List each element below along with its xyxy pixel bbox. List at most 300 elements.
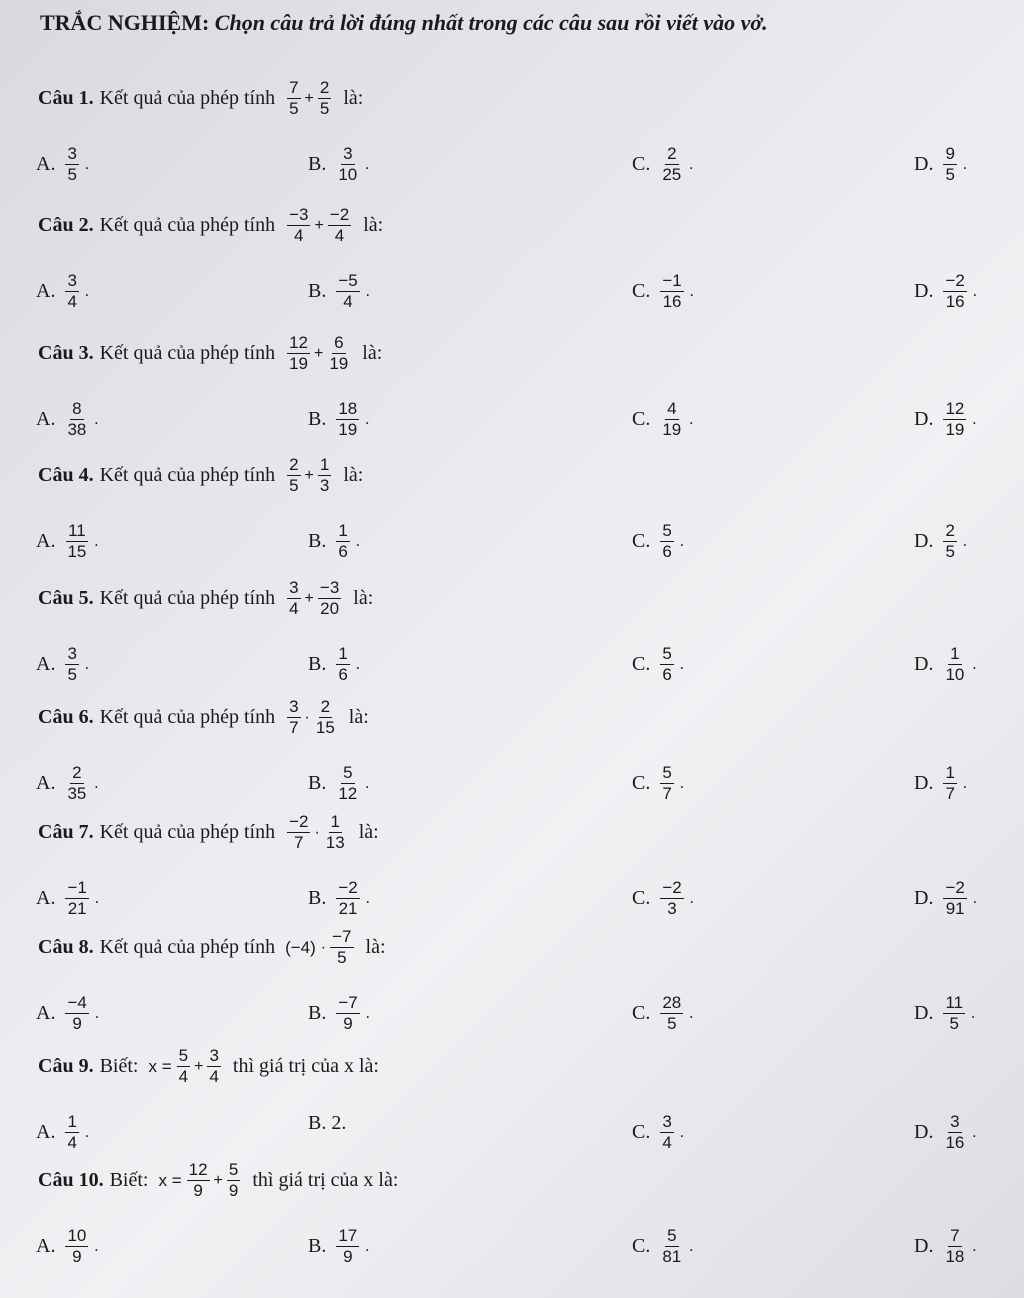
math-expression: [285, 697, 339, 738]
option-label: D.: [914, 530, 934, 552]
fraction: [187, 1160, 210, 1201]
question-10: [0, 1160, 1024, 1280]
period: .: [355, 532, 360, 550]
fraction-numerator: 3: [67, 644, 77, 663]
fraction-numerator: 7: [950, 1226, 960, 1245]
period: .: [679, 774, 684, 792]
fraction-numerator: 1: [338, 644, 348, 663]
fraction-denominator: 9: [72, 1014, 82, 1033]
fraction: [287, 697, 300, 738]
fraction-denominator: 5: [289, 476, 299, 495]
fraction: [660, 763, 673, 804]
stem-suffix: là:: [362, 342, 383, 364]
period: .: [365, 774, 370, 792]
fraction-denominator: 4: [294, 226, 304, 245]
fraction-denominator: 4: [334, 226, 345, 245]
fraction-denominator: 5: [337, 948, 347, 967]
question-6: [0, 697, 1024, 817]
fraction: [336, 878, 359, 919]
math-expression: [285, 455, 333, 496]
fraction-numerator: 3: [289, 578, 299, 597]
option-label: C.: [632, 280, 651, 302]
operator: ·: [314, 823, 320, 841]
fraction-numerator: 5: [667, 1226, 677, 1245]
answer-option: [36, 878, 99, 919]
period: .: [971, 1004, 976, 1022]
period: .: [84, 655, 89, 673]
stem-suffix: thì giá trị của x là:: [252, 1169, 399, 1191]
stem-suffix: là:: [353, 587, 374, 609]
operator: ·: [320, 938, 327, 956]
fraction: [287, 578, 300, 619]
option-label: C.: [632, 1121, 651, 1143]
option-label: B.: [308, 530, 327, 552]
option-label: A.: [36, 1121, 56, 1143]
fraction: [207, 1046, 220, 1087]
math-expression: [285, 927, 355, 968]
question-stem: [38, 1046, 379, 1087]
fraction-numerator: −2: [945, 878, 965, 897]
operator: +: [314, 344, 324, 362]
fraction-denominator: 5: [319, 99, 330, 118]
fraction-denominator: 19: [338, 420, 358, 439]
fraction: [336, 144, 359, 185]
operator: +: [194, 1057, 204, 1075]
period: .: [365, 155, 370, 173]
answer-option: [632, 399, 693, 440]
fraction-denominator: 7: [294, 833, 304, 852]
question-number: Câu 9.: [38, 1055, 94, 1077]
fraction-numerator: −3: [319, 578, 340, 597]
period: .: [365, 1237, 370, 1255]
answer-option: [632, 271, 694, 312]
answer-option: [632, 878, 694, 919]
answer-option: [914, 878, 977, 919]
answer-option: [308, 399, 369, 440]
question-number: Câu 4.: [38, 464, 94, 486]
period: .: [84, 155, 89, 173]
option-label: D.: [914, 1002, 934, 1024]
question-stem: [38, 927, 386, 968]
math-expression: [285, 578, 343, 619]
question-stem: [38, 455, 363, 496]
fraction-denominator: 5: [67, 665, 77, 684]
fraction: [943, 1226, 966, 1267]
fraction-numerator: 17: [338, 1226, 358, 1245]
question-8: [0, 927, 1024, 1047]
question-number: Câu 5.: [38, 587, 94, 609]
period: .: [962, 774, 967, 792]
period: .: [689, 1004, 694, 1022]
fraction-denominator: 5: [67, 165, 77, 184]
question-number: Câu 6.: [38, 706, 94, 728]
fraction: [660, 644, 673, 685]
fraction-denominator: 6: [338, 665, 348, 684]
fraction-denominator: 4: [209, 1067, 219, 1086]
fraction-denominator: 13: [325, 833, 345, 852]
fraction: [943, 144, 956, 185]
fraction-denominator: 19: [289, 354, 308, 373]
answer-option: [914, 399, 976, 440]
fraction: [65, 763, 88, 804]
fraction: [660, 521, 673, 562]
fraction-denominator: 21: [67, 899, 87, 918]
fraction: [65, 644, 78, 685]
operator: +: [213, 1171, 223, 1189]
answer-option: [308, 763, 369, 804]
fraction: [318, 578, 341, 619]
fraction: [65, 521, 88, 562]
question-9: [0, 1046, 1024, 1166]
fraction: [336, 644, 349, 685]
fraction-numerator: 8: [72, 399, 82, 418]
header-instruction: Chọn câu trả lời đúng nhất trong các câu sau rồi viết vào vở.: [214, 10, 768, 35]
fraction-numerator: −2: [289, 812, 309, 831]
fraction-denominator: 20: [320, 599, 340, 618]
fraction-denominator: 25: [662, 165, 682, 184]
fraction-denominator: 9: [72, 1247, 82, 1266]
fraction: [324, 812, 347, 853]
stem-text: Kết quả của phép tính: [99, 587, 276, 609]
period: .: [365, 1004, 370, 1022]
option-label: A.: [36, 280, 56, 302]
answer-option: [36, 271, 89, 312]
fraction: [314, 697, 337, 738]
option-label: A.: [36, 772, 56, 794]
option-label: D.: [914, 280, 934, 302]
fraction-denominator: 18: [945, 1247, 965, 1266]
fraction-denominator: 91: [945, 899, 965, 918]
fraction-numerator: 3: [209, 1046, 219, 1065]
answer-option: [914, 271, 977, 312]
fraction-denominator: 7: [289, 718, 299, 737]
stem-text: Biết:: [109, 1169, 149, 1191]
fraction-denominator: 21: [338, 899, 358, 918]
question-stem: [38, 697, 369, 738]
fraction-numerator: 3: [343, 144, 353, 163]
period: .: [679, 655, 684, 673]
option-label: B.: [308, 1002, 327, 1024]
fraction: [660, 144, 683, 185]
fraction-numerator: 1: [950, 644, 960, 663]
fraction-denominator: 9: [343, 1247, 353, 1266]
period: .: [94, 774, 99, 792]
fraction-denominator: 19: [945, 420, 965, 439]
fraction-denominator: 4: [289, 599, 299, 618]
fraction-numerator: 3: [950, 1112, 960, 1131]
option-label: A.: [36, 530, 56, 552]
stem-suffix: là:: [358, 821, 379, 843]
answer-option: [36, 521, 98, 562]
answer-option: [914, 144, 967, 185]
fraction: [660, 1226, 683, 1267]
fraction-denominator: 6: [662, 542, 672, 561]
period: .: [365, 410, 370, 428]
answer-option: [632, 993, 693, 1034]
period: .: [972, 1237, 977, 1255]
fraction-numerator: 3: [67, 271, 77, 290]
fraction: [660, 271, 683, 312]
answer-option: [308, 271, 370, 312]
fraction: [336, 1226, 359, 1267]
period: .: [962, 155, 967, 173]
fraction-numerator: 11: [945, 993, 964, 1012]
period: .: [84, 1123, 89, 1141]
operator: ·: [304, 708, 310, 726]
option-label: B. 2.: [308, 1112, 347, 1134]
expression-text: x =: [148, 1056, 172, 1076]
fraction-denominator: 19: [329, 354, 349, 373]
fraction-numerator: 1: [338, 521, 348, 540]
period: .: [689, 282, 694, 300]
fraction-denominator: 35: [67, 784, 87, 803]
fraction-numerator: 3: [289, 697, 299, 716]
fraction-denominator: 6: [662, 665, 672, 684]
fraction: [65, 1226, 88, 1267]
fraction-denominator: 3: [667, 899, 677, 918]
option-label: A.: [36, 653, 56, 675]
question-number: Câu 8.: [38, 936, 94, 958]
question-7: [0, 812, 1024, 932]
fraction: [336, 521, 349, 562]
fraction-denominator: 5: [945, 542, 955, 561]
math-expression: [285, 78, 333, 119]
option-label: A.: [36, 408, 56, 430]
answer-option: [914, 1112, 976, 1153]
fraction-numerator: 12: [945, 399, 965, 418]
answer-option: [36, 644, 89, 685]
fraction-denominator: 7: [945, 784, 955, 803]
option-label: D.: [914, 887, 934, 909]
fraction-denominator: 4: [662, 1133, 672, 1152]
question-stem: [38, 578, 373, 619]
option-label: B.: [308, 887, 327, 909]
answer-option: [632, 1226, 693, 1267]
fraction: [65, 144, 78, 185]
period: .: [962, 532, 967, 550]
question-5: [0, 578, 1024, 698]
fraction-numerator: 3: [67, 144, 77, 163]
fraction-numerator: 9: [945, 144, 955, 163]
math-expression: [148, 1046, 222, 1087]
fraction: [943, 521, 956, 562]
fraction-numerator: 2: [319, 78, 330, 97]
question-1: [0, 78, 1024, 198]
question-stem: [38, 78, 363, 119]
option-label: B.: [308, 280, 327, 302]
fraction-numerator: 2: [289, 455, 299, 474]
fraction: [943, 644, 966, 685]
fraction: [943, 763, 956, 804]
answer-option: [36, 1226, 98, 1267]
fraction: [660, 878, 683, 919]
expression-text: x =: [158, 1170, 182, 1190]
fraction: [177, 1046, 190, 1087]
period: .: [689, 155, 694, 173]
option-label: C.: [632, 1235, 651, 1257]
period: .: [972, 655, 977, 673]
fraction-denominator: 10: [338, 165, 358, 184]
question-2: [0, 205, 1024, 325]
answer-option: [36, 1112, 89, 1153]
fraction-numerator: 5: [343, 763, 353, 782]
header-title: TRẮC NGHIỆM:: [40, 10, 210, 35]
fraction-numerator: 3: [662, 1112, 672, 1131]
fraction-numerator: 10: [67, 1226, 87, 1245]
fraction-denominator: 5: [667, 1014, 677, 1033]
option-label: C.: [632, 653, 651, 675]
stem-suffix: là:: [348, 706, 369, 728]
fraction: [65, 399, 88, 440]
fraction: [943, 399, 966, 440]
fraction: [227, 1160, 240, 1201]
fraction-denominator: 38: [67, 420, 87, 439]
option-label: D.: [914, 1235, 934, 1257]
math-expression: [285, 333, 352, 374]
fraction-denominator: 15: [315, 718, 335, 737]
period: .: [689, 410, 694, 428]
fraction-denominator: 16: [945, 1133, 965, 1152]
question-stem: [38, 1160, 398, 1201]
fraction-denominator: 81: [662, 1247, 682, 1266]
fraction: [318, 78, 331, 119]
fraction-numerator: 1: [67, 1112, 77, 1131]
fraction-denominator: 16: [662, 292, 682, 311]
fraction-numerator: 11: [68, 521, 86, 540]
fraction-denominator: 9: [193, 1181, 203, 1200]
option-label: A.: [36, 153, 56, 175]
fraction-denominator: 16: [945, 292, 965, 311]
answer-option: [632, 763, 684, 804]
worksheet-header: [40, 10, 768, 36]
period: .: [355, 655, 360, 673]
fraction-numerator: 6: [334, 333, 344, 352]
option-label: C.: [632, 408, 651, 430]
fraction: [943, 271, 966, 312]
fraction: [65, 993, 88, 1034]
fraction-numerator: 18: [338, 399, 358, 418]
fraction: [318, 455, 331, 496]
fraction: [65, 878, 88, 919]
fraction: [287, 205, 310, 246]
operator: +: [304, 466, 314, 484]
fraction: [65, 1112, 78, 1153]
question-number: Câu 1.: [38, 87, 94, 109]
fraction-denominator: 6: [338, 542, 348, 561]
answer-option: [308, 1112, 354, 1135]
fraction-numerator: 28: [662, 993, 682, 1012]
fraction: [287, 812, 310, 853]
fraction-numerator: 5: [662, 763, 672, 782]
answer-option: [914, 763, 967, 804]
fraction-numerator: 5: [228, 1160, 239, 1179]
fraction: [336, 993, 359, 1034]
period: .: [972, 282, 977, 300]
fraction: [943, 993, 965, 1034]
answer-option: [632, 644, 684, 685]
stem-suffix: là:: [343, 87, 364, 109]
fraction-denominator: 4: [67, 292, 77, 311]
fraction: [287, 333, 310, 374]
answer-option: [632, 521, 684, 562]
option-label: C.: [632, 153, 651, 175]
fraction-denominator: 4: [178, 1067, 189, 1086]
stem-text: Kết quả của phép tính: [99, 342, 276, 364]
fraction-numerator: 2: [667, 144, 677, 163]
fraction: [65, 271, 78, 312]
fraction-denominator: 5: [945, 165, 955, 184]
period: .: [94, 532, 99, 550]
fraction-numerator: 2: [320, 697, 331, 716]
option-label: D.: [914, 772, 934, 794]
answer-option: [632, 144, 693, 185]
option-label: B.: [308, 1235, 327, 1257]
period: .: [84, 282, 89, 300]
stem-text: Kết quả của phép tính: [99, 936, 276, 958]
operator: +: [304, 589, 314, 607]
answer-option: [914, 644, 976, 685]
period: .: [94, 410, 99, 428]
option-label: C.: [632, 530, 651, 552]
option-label: C.: [632, 887, 651, 909]
math-expression: [285, 205, 353, 246]
fraction-numerator: 2: [945, 521, 955, 540]
fraction: [330, 927, 353, 968]
option-label: B.: [308, 772, 327, 794]
answer-option: [36, 399, 98, 440]
fraction-numerator: 1: [330, 812, 340, 831]
answer-option: [308, 993, 370, 1034]
period: .: [94, 1004, 99, 1022]
question-4: [0, 455, 1024, 575]
fraction: [327, 333, 350, 374]
option-label: B.: [308, 653, 327, 675]
option-label: D.: [914, 153, 934, 175]
period: .: [972, 1123, 977, 1141]
fraction-numerator: −2: [338, 878, 358, 897]
answer-option: [308, 878, 370, 919]
fraction-denominator: 19: [662, 420, 682, 439]
fraction-denominator: 10: [945, 665, 965, 684]
period: .: [679, 1123, 684, 1141]
fraction-denominator: 5: [289, 99, 299, 118]
option-label: D.: [914, 408, 934, 430]
period: .: [972, 889, 977, 907]
fraction-denominator: 4: [343, 292, 353, 311]
fraction-numerator: 1: [945, 763, 955, 782]
stem-suffix: là:: [363, 214, 384, 236]
stem-suffix: là:: [365, 936, 386, 958]
stem-text: Kết quả của phép tính: [99, 821, 276, 843]
fraction: [336, 763, 359, 804]
fraction-numerator: 12: [188, 1160, 208, 1179]
fraction: [287, 455, 300, 496]
fraction-numerator: 12: [289, 333, 308, 352]
expression-text: (−4): [285, 937, 316, 957]
stem-text: Kết quả của phép tính: [99, 87, 276, 109]
fraction: [660, 399, 683, 440]
answer-option: [36, 144, 89, 185]
operator: +: [304, 89, 314, 107]
fraction: [943, 1112, 966, 1153]
fraction-numerator: −7: [332, 927, 352, 946]
stem-text: Kết quả của phép tính: [99, 464, 276, 486]
answer-option: [36, 993, 99, 1034]
fraction-numerator: 4: [667, 399, 677, 418]
stem-suffix: là:: [343, 464, 364, 486]
fraction: [660, 1112, 673, 1153]
option-label: B.: [308, 153, 327, 175]
